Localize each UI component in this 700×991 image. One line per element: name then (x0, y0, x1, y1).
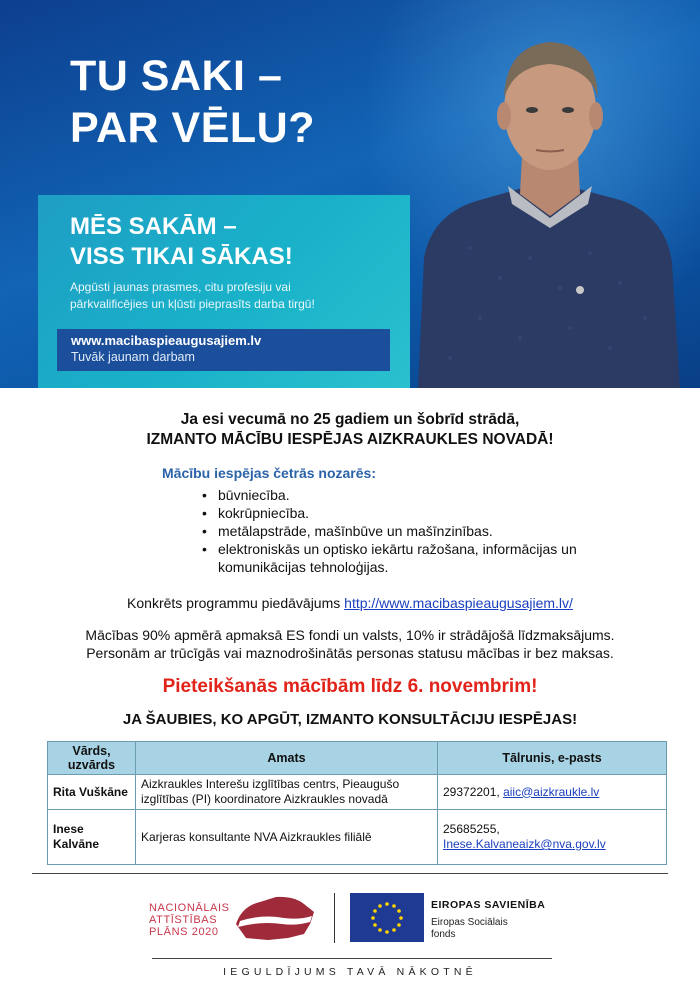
col-header-position: Amats (136, 742, 438, 775)
nap-logo-text (149, 902, 230, 938)
subhead-line-2: VISS TIKAI SĀKAS! (70, 243, 293, 270)
footer-divider (32, 873, 668, 874)
sector-item: • elektroniskās un optisko iekārtu ražošana, informācijas un komunikācijas tehnoloģijas. (200, 540, 620, 576)
eu-fund-line-1: Eiropas Sociālais (431, 917, 508, 928)
man-portrait-image (410, 28, 685, 388)
intro-text (0, 410, 700, 450)
contact-position: Aizkraukles Interešu izglītības centrs, Pieaugušo izglītības (PI) koordinatore Aizkraukles novadā (136, 775, 438, 810)
nap-line-1: NACIONĀLAIS (149, 902, 230, 914)
contact-name: Rita Vuškāne (48, 775, 136, 810)
funding-text (0, 626, 700, 662)
hero-subhead (70, 212, 293, 272)
hero-url[interactable]: www.macibaspieaugusajiem.lv (71, 333, 262, 348)
hero-subtext: Apgūsti jaunas prasmes, citu profesiju vai pārkvalificējies un kļūsti pieprasīts darba tirgū! (70, 280, 315, 311)
contacts-table (47, 741, 667, 865)
contact-position: Karjeras konsultante NVA Aizkraukles filiālē (136, 810, 438, 865)
contact-phone: 29372201, (443, 784, 500, 799)
footer-tagline: IEGULDĪJUMS TAVĀ NĀKOTNĒ (223, 966, 477, 978)
sector-item: • kokrūpniecība. (200, 504, 620, 522)
offer-link[interactable]: http://www.macibaspieaugusajiem.lv/ (344, 595, 573, 611)
url-bar[interactable] (57, 329, 390, 371)
consult-heading: JA ŠAUBIES, KO APGŪT, IZMANTO KONSULTĀCIJU IESPĒJAS! (122, 711, 578, 728)
contact-phone: 25685255, (443, 822, 500, 836)
intro-line-2: IZMANTO MĀCĪBU IESPĒJAS AIZKRAUKLES NOVADĀ! (146, 431, 554, 448)
eu-title: EIROPAS SAVIENĪBA (431, 899, 546, 911)
sweater-badge (576, 286, 584, 294)
table-header-row (48, 742, 667, 775)
eu-fund-name (431, 917, 508, 941)
funding-line-1: Mācības 90% apmērā apmaksā ES fondi un valsts, 10% ir strādājošā līdzmaksājums. (85, 627, 615, 643)
offer-text: Konkrēts programmu piedāvājums (127, 595, 341, 611)
sectors-list (200, 486, 620, 576)
headline-line-1: TU SAKI – (70, 52, 283, 100)
latvia-map-logo (232, 894, 317, 942)
logo-divider (334, 893, 335, 943)
table-row (48, 810, 667, 865)
contact-details (438, 775, 667, 810)
sector-item: • būvniecība. (200, 486, 620, 504)
col-header-name: Vārds, uzvārds (48, 742, 136, 775)
contact-details (438, 810, 667, 865)
tagline-divider (152, 958, 552, 959)
hero-headline (70, 50, 315, 154)
offer-line (0, 595, 700, 611)
contact-name: Inese Kalvāne (48, 810, 136, 865)
hero-slogan: Tuvāk jaunam darbam (71, 350, 195, 364)
sectors-title: Mācību iespējas četrās nozarēs: (162, 465, 376, 481)
subhead-line-1: MĒS SAKĀM – (70, 213, 237, 240)
headline-line-2: PAR VĒLU? (70, 104, 315, 152)
intro-line-1: Ja esi vecumā no 25 gadiem un šobrīd strādā, (180, 411, 520, 428)
contact-email[interactable]: Inese.Kalvaneaizk@nva.gov.lv (443, 837, 606, 851)
eu-fund-line-2: fonds (431, 929, 456, 940)
deadline-notice: Pieteikšanās mācībām līdz 6. novembrim! (162, 676, 538, 697)
nap-line-3: PLĀNS 2020 (149, 926, 219, 938)
eu-flag-icon (350, 893, 424, 942)
nap-line-2: ATTĪSTĪBAS (149, 914, 218, 926)
contact-email[interactable]: aiic@aizkraukle.lv (503, 784, 600, 799)
sector-item: • metālapstrāde, mašīnbūve un mašīnzinības. (200, 522, 620, 540)
table-row (48, 775, 667, 810)
funding-line-2: Personām ar trūcīgās vai maznodrošinātās personas statusu mācības ir bez maksas. (86, 645, 614, 661)
col-header-contact: Tālrunis, e-pasts (438, 742, 667, 775)
